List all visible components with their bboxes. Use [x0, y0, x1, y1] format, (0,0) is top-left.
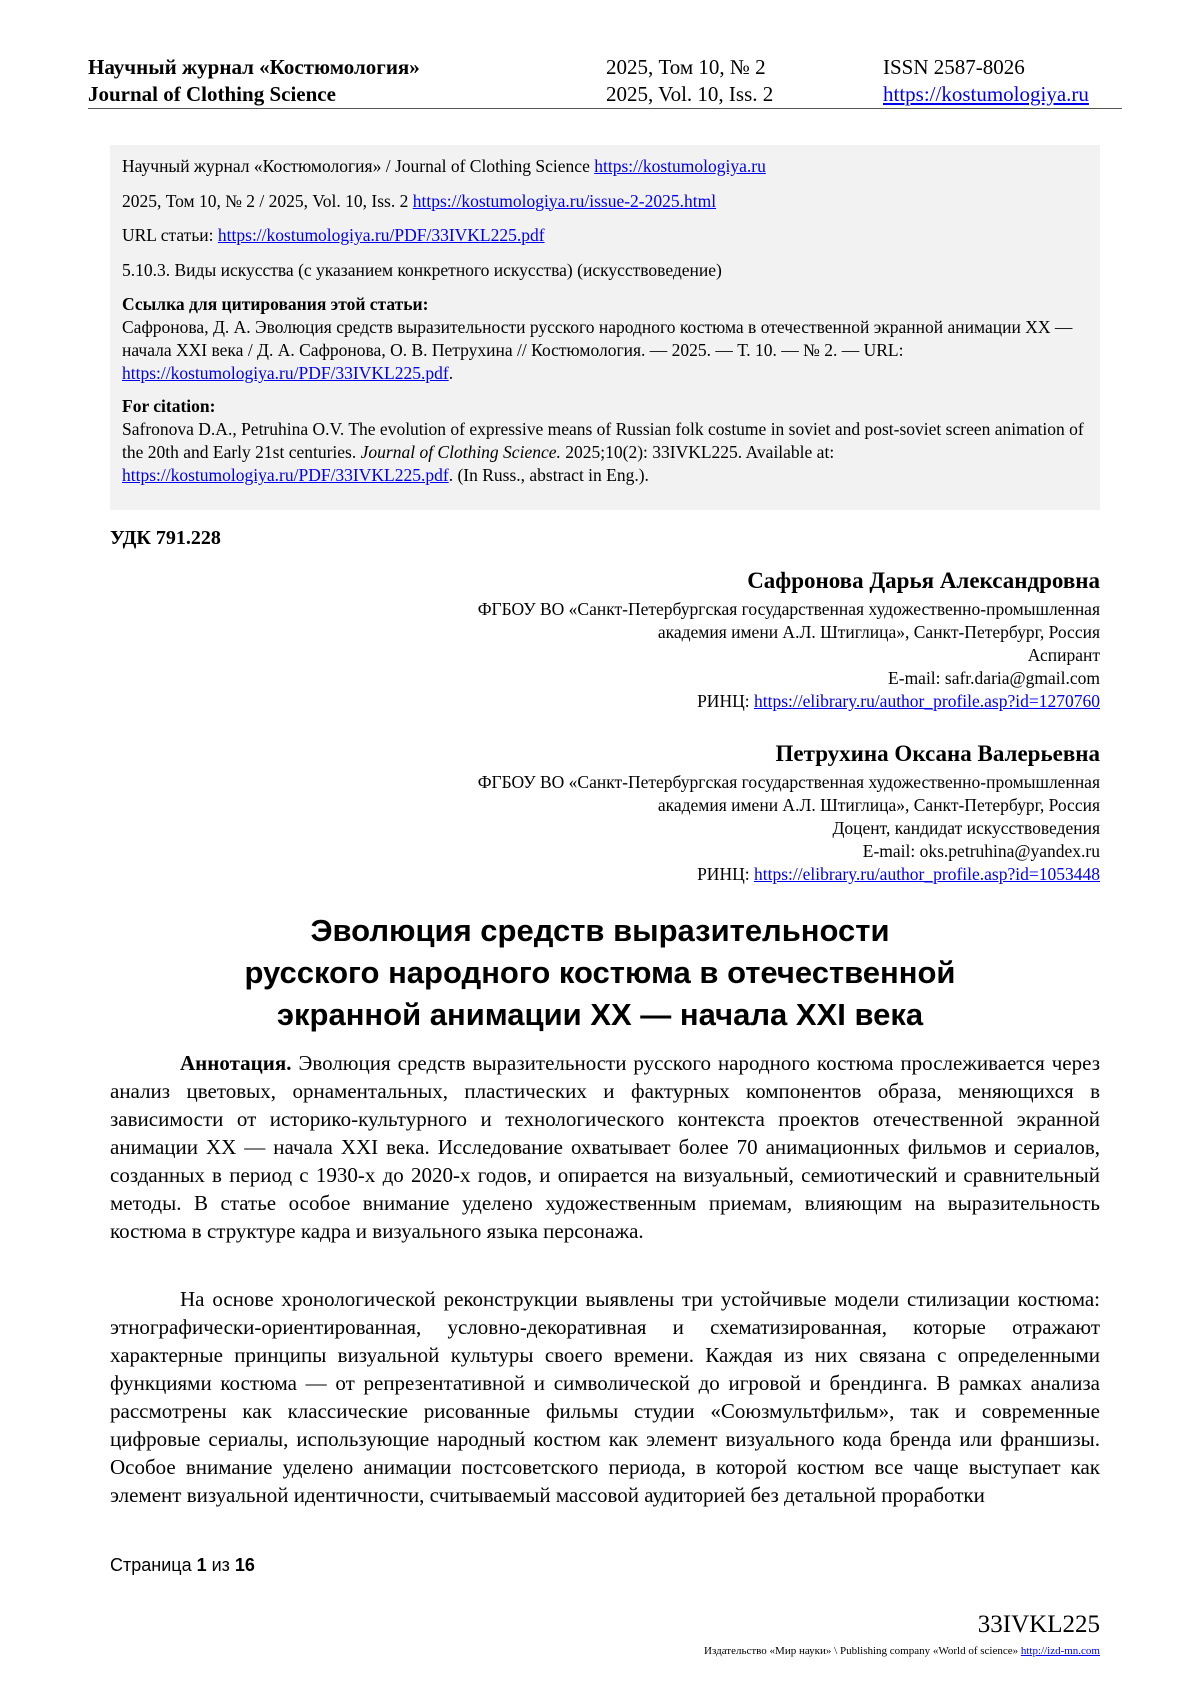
- author-name: Петрухина Оксана Валерьевна: [775, 741, 1100, 766]
- author-position: Аспирант: [1027, 645, 1100, 665]
- running-header: [88, 54, 1122, 109]
- author-rinc-link[interactable]: https://elibrary.ru/author_profile.asp?id=1270760: [753, 691, 1100, 711]
- author-email: E-mail: safr.daria@gmail.com: [888, 668, 1100, 688]
- udc-code: УДК 791.228: [110, 527, 221, 549]
- title-line: экранной анимации XX — начала XXI века: [276, 997, 924, 1032]
- citation-en-heading: For citation:: [122, 396, 216, 416]
- header-issue-en: 2025, Vol. 10, Iss. 2: [606, 82, 774, 106]
- abstract-text: На основе хронологической реконструкции выявлены три устойчивые модели стилизации костюма: этнографически-ориентированная, условно-декоративная и схематизированная, которые отражают характерные принципы визуальной культуры своего времени. Каждая из них связана с определенными функциями костюма — от репрезентативной и символической до игровой и брендинга. В рамках анализа рассмотрены как классические рисованные фильмы студии «Союзмультфильм», так и современные цифровые сериалы, использующие народный костюм как элемент визуального кода бренда или франшизы. Особое внимание уделено анимации постсоветского периода, в которой костюм все чаще выступает как элемент визуальной идентичности, считываемый массовой аудиторией без детальной проработки: [110, 1287, 1100, 1507]
- citation-en-block: For citation: Safronova D.A., Petruhina O.V. The evolution of expressive means of Russian folk costume in soviet and post-soviet screen animation of the 20th and Early 21st centuries. Journal of Clothing Science. 2025;10(2): 33IVKL225. Available at: https://kostumologiya.ru/PDF/33IVKL225.pdf. (In Russ., abstract in Eng.).: [122, 396, 1084, 485]
- author-position: Доцент, кандидат искусствоведения: [832, 818, 1100, 838]
- title-line: русского народного костюма в отечественной: [244, 955, 956, 990]
- abstract-label: Аннотация.: [180, 1051, 292, 1075]
- author-rinc: РИНЦ: https://elibrary.ru/author_profile.asp?id=1053448: [697, 864, 1100, 884]
- abstract-text: Эволюция средств выразительности русского народного костюма прослеживается через анализ цветовых, орнаментальных, пластических и фактурных компонентов образа, меняющихся в зависимости от историко-культурного и технологического контекста проектов отечественной экранной анимации XX — начала XXI века. Исследование охватывает более 70 анимационных фильмов и сериалов, созданных в период с 1930-х до 2020-х годов, и опирается на визуальный, семиотический и сравнительный методы. В статье особое внимание уделено художественным приемам, влияющим на выразительность костюма в структуре кадра и визуального языка персонажа.: [110, 1051, 1100, 1243]
- title-line: Эволюция средств выразительности: [310, 913, 890, 948]
- header-issue-column: [606, 54, 773, 108]
- abstract-paragraph-1: [110, 1049, 1100, 1245]
- info-journal-line: Научный журнал «Костюмология» / Journal of Clothing Science https://kostumologiya.ru: [122, 156, 766, 176]
- abstract-paragraph-2: [110, 1285, 1100, 1509]
- author-rinc-link[interactable]: https://elibrary.ru/author_profile.asp?id=1053448: [753, 864, 1100, 884]
- article-code: 33IVKL225: [977, 1611, 1100, 1638]
- journal-site-link[interactable]: https://kostumologiya.ru: [594, 156, 766, 176]
- citation-ru-block: Ссылка для цитирования этой статьи: Сафронова, Д. А. Эволюция средств выразительности русского народного костюма в отечественной экранной анимации XX — начала XXI века / Д. А. Сафронова, О. В. Петрухина // Костюмология. — 2025. — Т. 10. — № 2. — URL: https://kostumologiya.ru/PDF/33IVKL225.pdf.: [122, 294, 1073, 383]
- article-info-box: [110, 145, 1100, 510]
- citation-ru-text: Сафронова, Д. А. Эволюция средств выразительности русского народного костюма в отечественной экранной анимации XX — начала XXI века / Д. А. Сафронова, О. В. Петрухина // Костюмология. — 2025. — Т. 10. — № 2. — URL:: [122, 317, 1073, 360]
- author-affiliation: ФГБОУ ВО «Санкт-Петербургская государственная художественно-промышленная: [477, 772, 1100, 792]
- header-issn-column: [883, 54, 1089, 108]
- author-block-2: [100, 739, 1100, 886]
- author-affiliation: академия имени А.Л. Штиглица», Санкт-Петербург, Россия: [657, 795, 1100, 815]
- citation-en-link[interactable]: https://kostumologiya.ru/PDF/33IVKL225.pdf: [122, 465, 449, 485]
- header-journal-column: [88, 54, 420, 108]
- article-title: [100, 910, 1100, 1036]
- citation-en-journal: Journal of Clothing Science.: [360, 442, 561, 462]
- info-specialty-line: 5.10.3. Виды искусства (с указанием конкретного искусства) (искусствоведение): [122, 259, 722, 280]
- info-url-line: URL статьи: https://kostumologiya.ru/PDF/33IVKL225.pdf: [122, 225, 545, 245]
- header-journal-ru: Научный журнал «Костюмология»: [88, 55, 420, 79]
- header-issue-ru: 2025, Том 10, № 2: [606, 55, 766, 79]
- citation-en-text: Safronova D.A., Petruhina O.V. The evolution of expressive means of Russian folk costume in soviet and post-soviet screen animation of the 20th and Early 21st centuries.: [122, 419, 1084, 462]
- author-block-1: [100, 566, 1100, 713]
- page-number: Страница 1 из 16: [110, 1555, 255, 1575]
- author-affiliation: ФГБОУ ВО «Санкт-Петербургская государственная художественно-промышленная: [477, 599, 1100, 619]
- header-site-link[interactable]: https://kostumologiya.ru: [883, 82, 1089, 106]
- header-journal-en: Journal of Clothing Science: [88, 82, 336, 106]
- info-issue-line: 2025, Том 10, № 2 / 2025, Vol. 10, Iss. 2 https://kostumologiya.ru/issue-2-2025.html: [122, 190, 717, 211]
- publisher-line: Издательство «Мир науки» \ Publishing company «World of science» http://izd-mn.com: [704, 1645, 1100, 1657]
- citation-ru-link[interactable]: https://kostumologiya.ru/PDF/33IVKL225.pdf: [122, 363, 449, 383]
- issue-link[interactable]: https://kostumologiya.ru/issue-2-2025.html: [412, 190, 717, 211]
- author-email: E-mail: oks.petruhina@yandex.ru: [862, 841, 1100, 861]
- publisher-link[interactable]: http://izd-mn.com: [1020, 1645, 1100, 1657]
- header-issn: ISSN 2587-8026: [883, 55, 1025, 79]
- author-name: Сафронова Дарья Александровна: [747, 568, 1100, 593]
- citation-ru-heading: Ссылка для цитирования этой статьи:: [122, 294, 429, 314]
- author-affiliation: академия имени А.Л. Штиглица», Санкт-Петербург, Россия: [657, 622, 1100, 642]
- author-rinc: РИНЦ: https://elibrary.ru/author_profile.asp?id=1270760: [697, 691, 1100, 711]
- article-url-link[interactable]: https://kostumologiya.ru/PDF/33IVKL225.pdf: [217, 225, 545, 245]
